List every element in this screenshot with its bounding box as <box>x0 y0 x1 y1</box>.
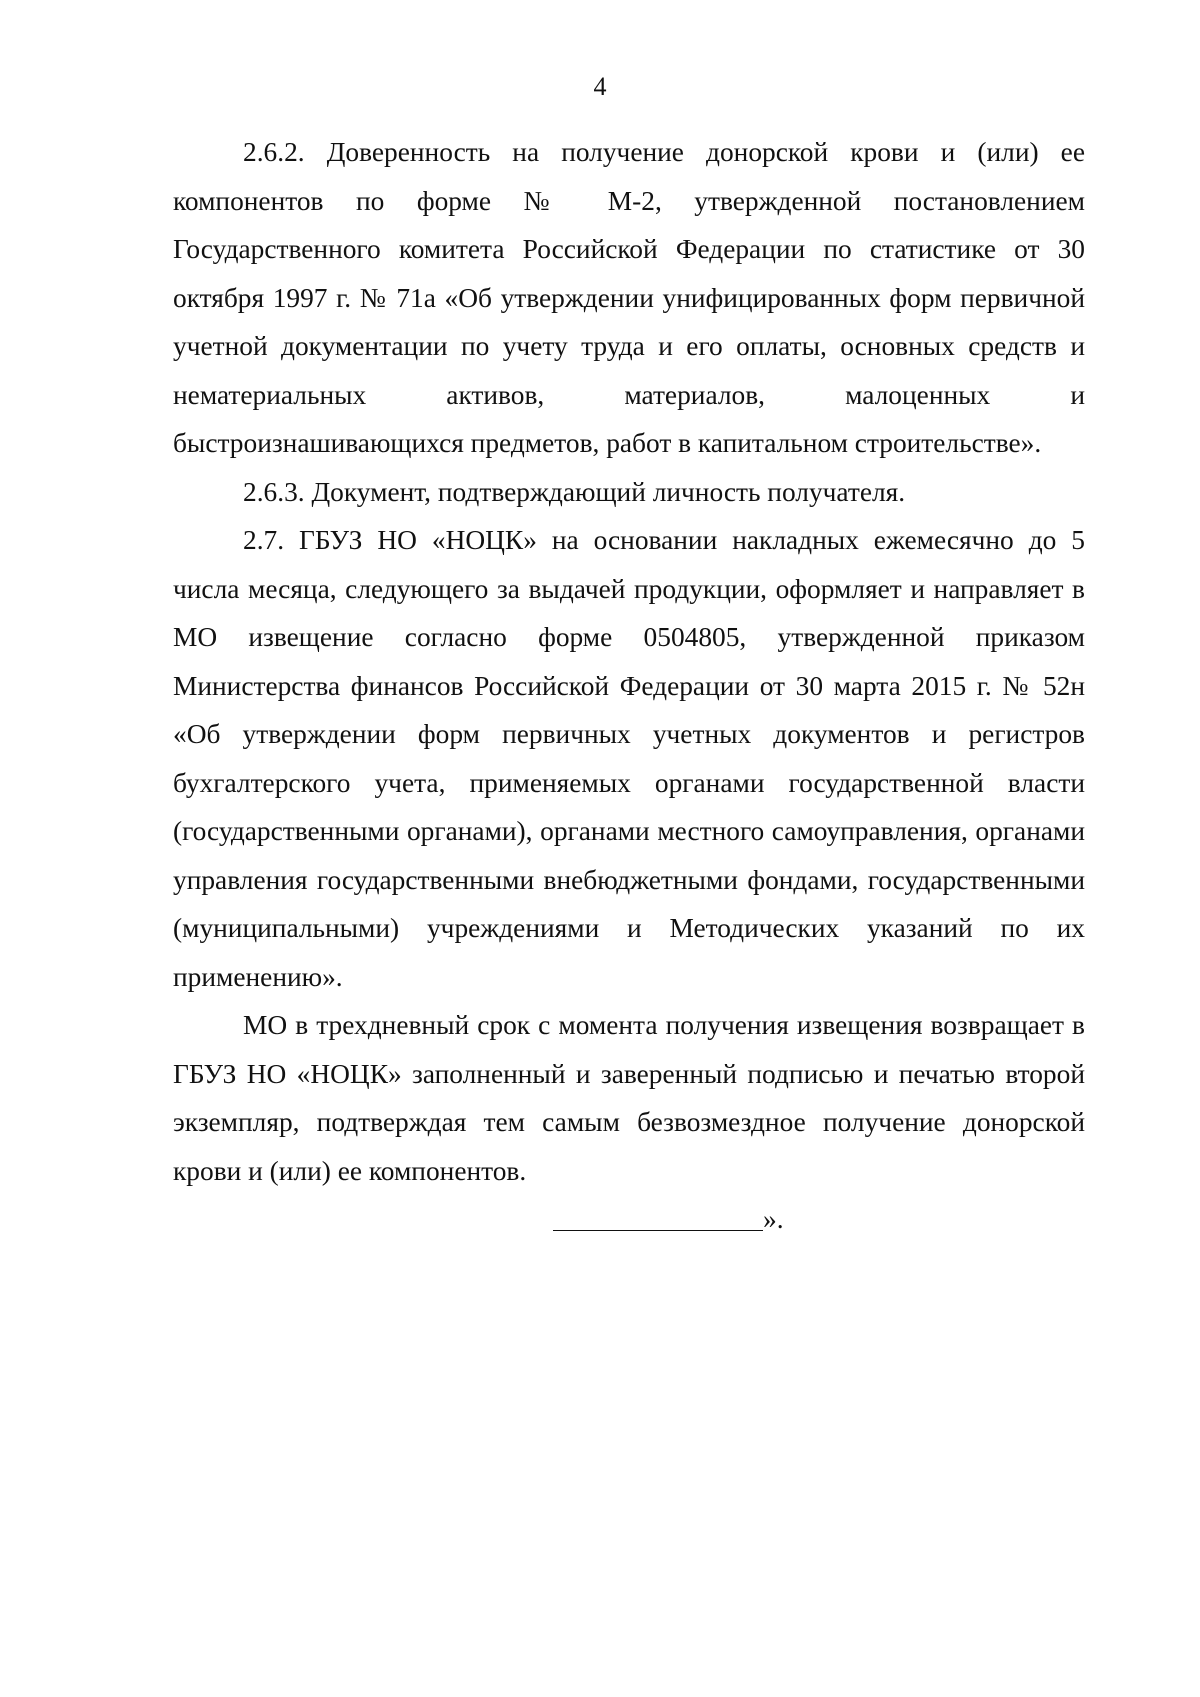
page-number: 4 <box>593 72 607 101</box>
document-body <box>173 128 1085 1244</box>
paragraph-2-7: 2.7. ГБУЗ НО «НОЦК» на основании накладных ежемесячно до 5 числа месяца, следующего за выдачей продукции, оформляет и направляет в МО извещение согласно форме 0504805, утвержденной приказом Министерства финансов Российской Федерации от 30 марта 2015 г. № 52н «Об утверждении форм первичных учетных документов и регистров бухгалтерского учета, применяемых органами государственной власти (государственными органами), органами местного самоуправления, органами управления государственными внебюджетными фондами, государственными (муниципальными) учреждениями и Методических указаний по их применению». <box>173 525 1085 992</box>
paragraph-mo-return: МО в трехдневный срок с момента получения извещения возвращает в ГБУЗ НО «НОЦК» заполненный и заверенный подписью и печатью второй экземпляр, подтверждая тем самым безвозмездное получение донорской крови и (или) ее компонентов. <box>173 1010 1085 1186</box>
closing-line <box>173 1195 1085 1244</box>
paragraph-2-6-3: 2.6.3. Документ, подтверждающий личность получателя. <box>243 476 906 507</box>
paragraph-2-6-2: 2.6.2. Доверенность на получение донорской крови и (или) ее компонентов по форме № М-2, утвержденной постановлением Государственного комитета Российской Федерации по статистике от 30 октября 1997 г. № 71а «Об утверждении унифицированных форм первичной учетной документации по учету труда и его оплаты, основных средств и нематериальных активов, материалов, малоценных и быстроизнашивающихся предметов, работ в капитальном строительстве». <box>173 137 1085 458</box>
closing-quote-mark: ». <box>763 1204 784 1234</box>
closing-underline <box>553 1202 763 1231</box>
